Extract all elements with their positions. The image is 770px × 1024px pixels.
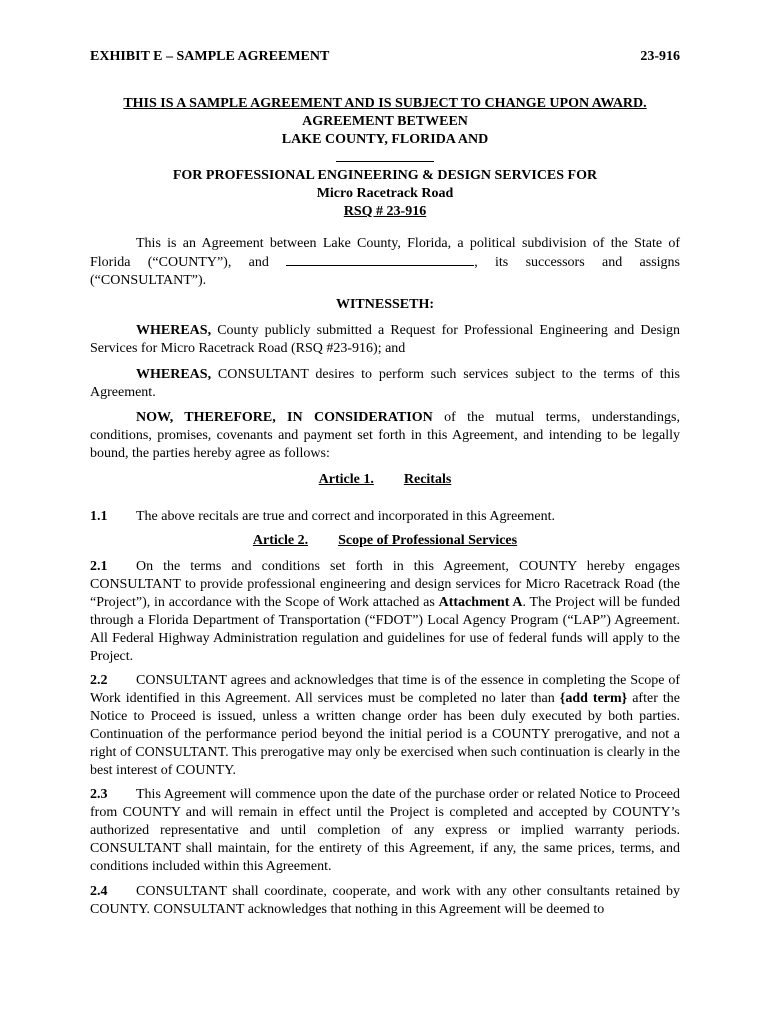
section-2-2 — [90, 672, 680, 780]
article-2-number: Article 2. — [252, 533, 309, 548]
article-2-title: Scope of Professional Services — [338, 533, 518, 548]
section-2-2-text-2: after the Notice to Proceed is issued, unless a written change order has been duly executed by both parties. Continuation of the performance period beyond the initial period is a COUNTY prerogative, and not a right of CONSULTANT. This prerogative may only be exercised when such continuation is clearly in the best interest of COUNTY. — [90, 691, 680, 778]
whereas-2-text: CONSULTANT desires to perform such services subject to the terms of this Agreement. — [90, 367, 680, 400]
section-2-4-text: CONSULTANT shall coordinate, cooperate, and work with any other consultants retained by COUNTY. CONSULTANT acknowledges that nothing in this Agreement will be deemed to — [90, 884, 680, 917]
section-2-4-number: 2.4 — [90, 884, 108, 899]
now-therefore-bold: NOW, THEREFORE, IN CONSIDERATION — [136, 410, 433, 425]
article-2-heading — [90, 532, 680, 550]
section-2-1 — [90, 558, 680, 666]
article-1-number: Article 1. — [318, 472, 374, 487]
section-2-2-text-1: CONSULTANT agrees and acknowledges that time is of the essence in completing the Scope of Work identified in this Agreement. All services must be completed no later than — [90, 673, 680, 706]
intro-text-1: This is an Agreement between Lake County, Florida, a political subdivision of the State of Florida (“COUNTY”), and — [90, 236, 680, 270]
now-therefore-text: of the mutual terms, understandings, conditions, promises, covenants and payment set forth in this Agreement, and intending to be legally bound, the parties hereby agree as follows: — [90, 410, 680, 461]
header-exhibit-title: EXHIBIT E – SAMPLE AGREEMENT — [90, 49, 330, 64]
agreement-between: AGREEMENT BETWEEN — [302, 114, 468, 129]
party-county: LAKE COUNTY, FLORIDA AND — [281, 132, 489, 147]
section-1-1-text: The above recitals are true and correct and incorporated in this Agreement. — [136, 509, 556, 524]
section-2-1-text-1: On the terms and conditions set forth in this Agreement, COUNTY hereby engages CONSULTANT to provide professional engineering and design services for Micro Racetrack Road (the “Project”), in accordance with the Scope of Work attached as — [90, 559, 680, 610]
section-1-1 — [90, 508, 680, 526]
section-2-3 — [90, 786, 680, 876]
section-2-1-attachment: Attachment A — [438, 595, 523, 610]
section-2-3-text: This Agreement will commence upon the date of the purchase order or related Notice to Proceed from COUNTY and will remain in effect until the Project is completed and accepted by COUNTY’s authorized representative and until completion of any express or implied warranty periods. CONSULTANT shall maintain, for the entirety of this Agreement, if any, the same prices, terms, and conditions included within this Agreement. — [90, 787, 680, 874]
section-2-2-number: 2.2 — [90, 673, 108, 688]
page-header — [90, 48, 680, 66]
section-2-3-number: 2.3 — [90, 787, 108, 802]
consultant-name-blank — [90, 149, 680, 167]
section-2-1-number: 2.1 — [90, 559, 108, 574]
article-1-title: Recitals — [403, 472, 452, 487]
sample-notice: THIS IS A SAMPLE AGREEMENT AND IS SUBJECT TO CHANGE UPON AWARD. — [123, 96, 647, 111]
section-2-2-term: {add term} — [559, 691, 628, 706]
whereas-1 — [90, 322, 680, 358]
section-2-4 — [90, 883, 680, 919]
section-2-1-text-2: . The Project will be funded through a Florida Department of Transportation (“FDOT”) Local Agency Program (“LAP”) Agreement. All Federal Highway Administration regulation and guidelines for use of federal funds will apply to the Project. — [90, 595, 680, 664]
header-rsq-number: 23-916 — [640, 49, 680, 64]
project-name: Micro Racetrack Road — [316, 186, 454, 201]
intro-paragraph — [90, 235, 680, 290]
intro-text-2: , its successors and assigns (“CONSULTANT”). — [90, 255, 680, 288]
rsq-number: RSQ # 23-916 — [343, 204, 427, 219]
witnesseth-heading: WITNESSETH: — [335, 297, 435, 312]
article-1-heading — [90, 471, 680, 489]
agreement-title-block — [90, 95, 680, 221]
whereas-1-text: County publicly submitted a Request for Professional Engineering and Design Services for Micro Racetrack Road (RSQ #23-916); and — [90, 323, 680, 356]
consultant-blank — [286, 253, 474, 266]
services-title: FOR PROFESSIONAL ENGINEERING & DESIGN SERVICES FOR — [172, 168, 598, 183]
now-therefore — [90, 409, 680, 463]
section-1-1-number: 1.1 — [90, 509, 108, 524]
whereas-2-bold: WHEREAS, — [136, 367, 212, 382]
whereas-1-bold: WHEREAS, — [136, 323, 212, 338]
whereas-2 — [90, 366, 680, 402]
